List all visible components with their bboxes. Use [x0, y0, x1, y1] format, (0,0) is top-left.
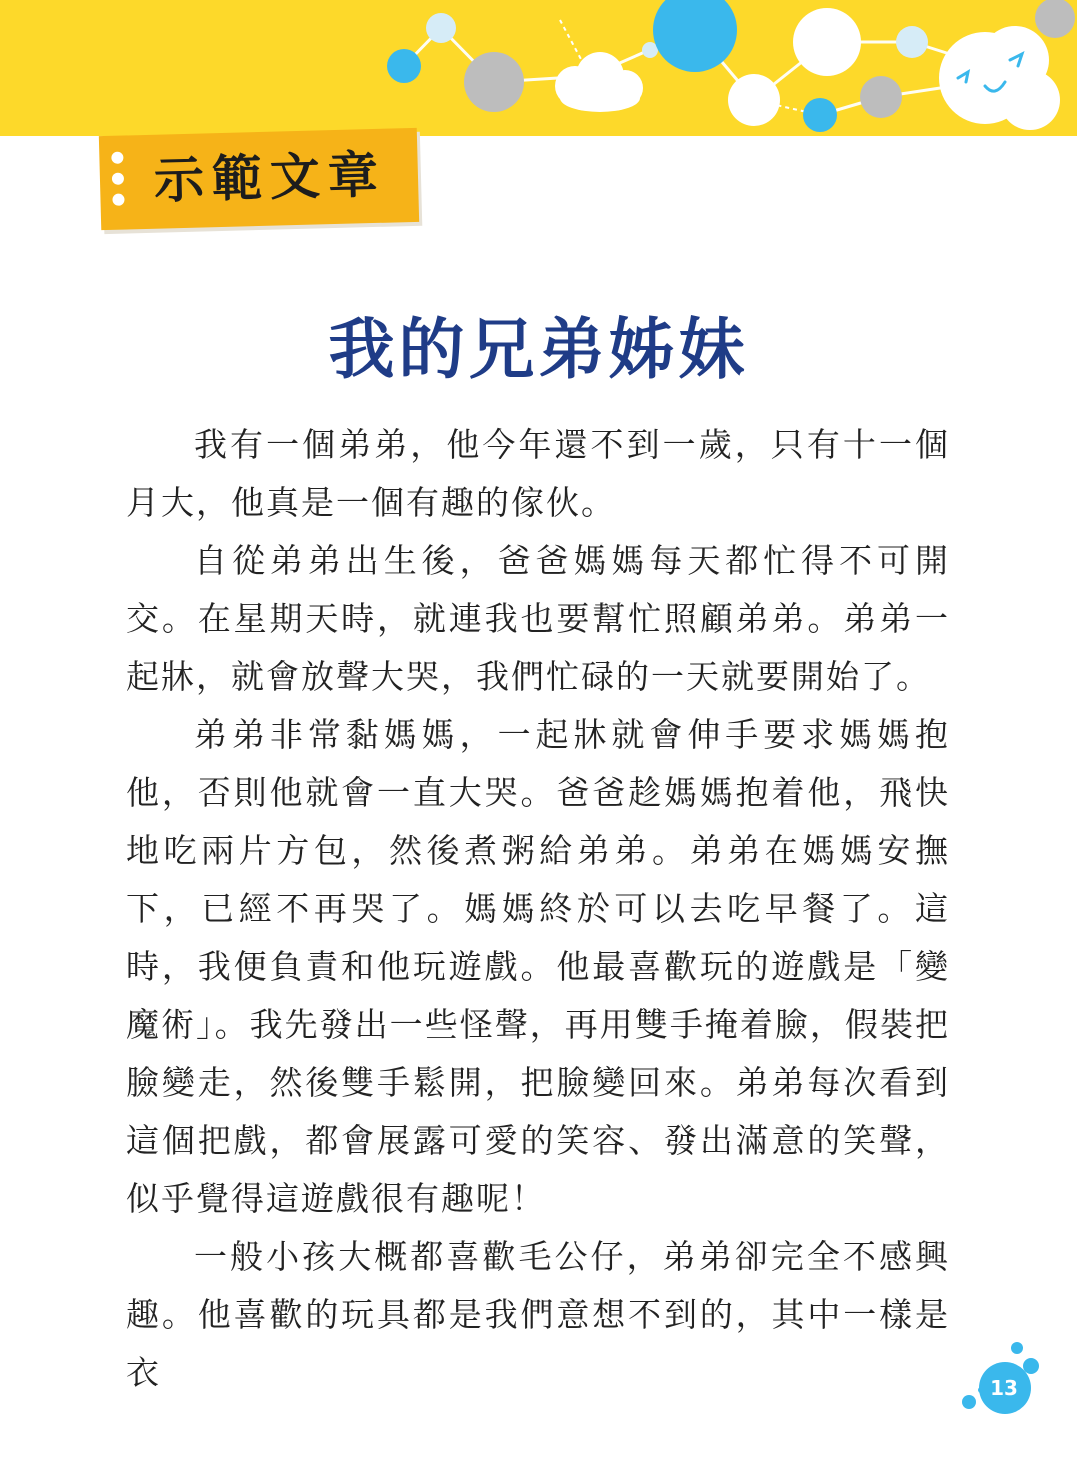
- smiling-cloud-face-icon: [939, 26, 1060, 130]
- paragraph: 我有一個弟弟，他今年還不到一歲，只有十一個月大，他真是一個有趣的傢伙。: [126, 425, 950, 522]
- section-tag-label: 示範文章: [153, 144, 387, 210]
- tag-dots-decoration: [111, 151, 127, 213]
- paragraph: 弟弟非常黏媽媽，一起牀就會伸手要求媽媽抱他，否則他就會一直大哭。爸爸趁媽媽抱着他，飛快地吃兩片方包，然後煮粥給弟弟。弟弟在媽媽安撫下，已經不再哭了。媽媽終於可以去吃早餐了。這時，我便負責和他玩遊戲。他最喜歡玩的遊戲是「變魔術」。我先發出一些怪聲，再用雙手掩着臉，假裝把臉變走，然後雙手鬆開，把臉變回來。弟弟每次看到這個把戲，都會展露可愛的笑容、發出滿意的笑聲，似乎覺得這遊戲很有趣呢！: [126, 715, 950, 1218]
- paragraph: 自從弟弟出生後，爸爸媽媽每天都忙得不可開交。在星期天時，就連我也要幫忙照顧弟弟。弟弟一起牀，就會放聲大哭，我們忙碌的一天就要開始了。: [126, 541, 950, 696]
- bubble-network-illustration: [0, 0, 1077, 140]
- article-title: 我的兄弟姊妹: [328, 310, 749, 389]
- section-tag: [99, 128, 419, 230]
- page-number: 13: [990, 1376, 1018, 1400]
- article-body: [126, 416, 950, 1402]
- paragraph: 一般小孩大概都喜歡毛公仔，弟弟卻完全不感興趣。他喜歡的玩具都是我們意想不到的，其中一樣是衣: [126, 1237, 950, 1392]
